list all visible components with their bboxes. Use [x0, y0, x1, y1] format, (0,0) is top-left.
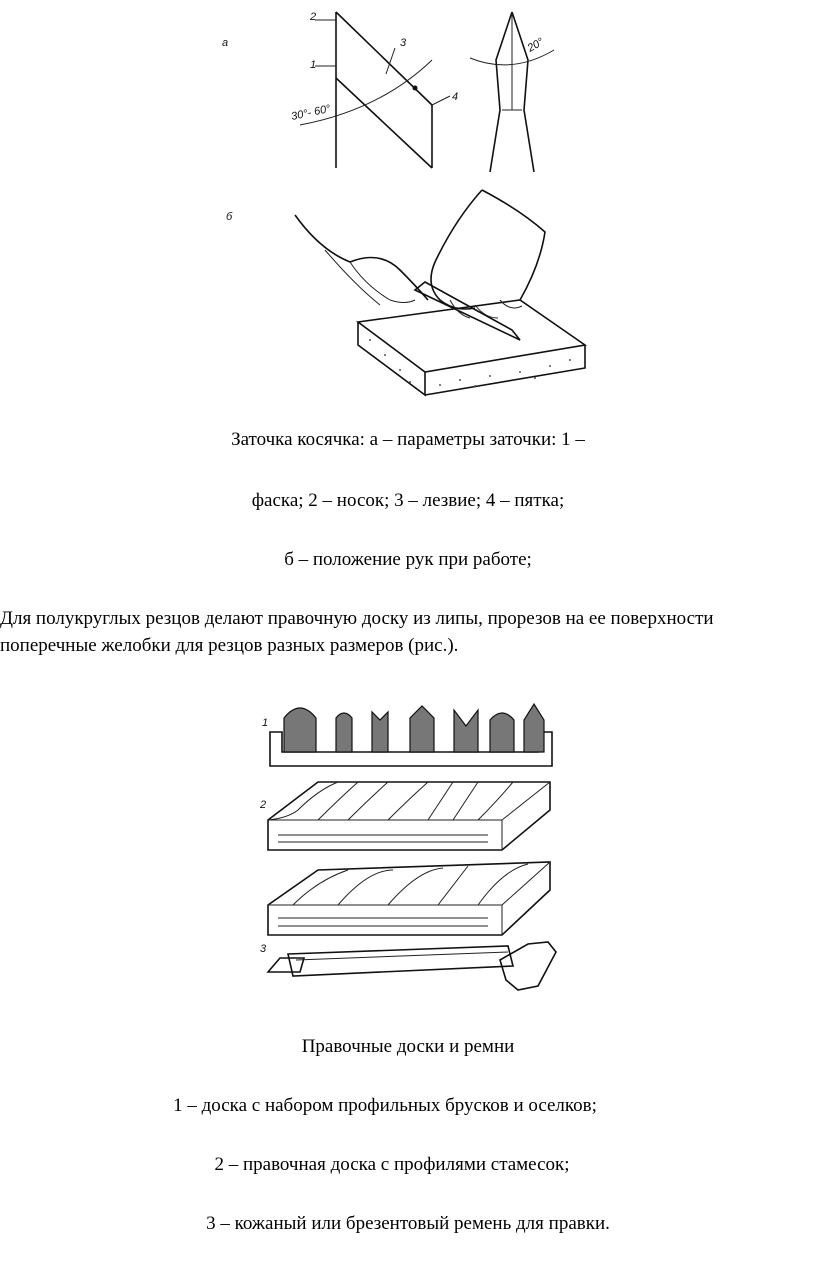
label-n2: 2: [310, 11, 317, 23]
figure2-caption-item1: 1 – доска с набором профильных брусков и оселков;: [173, 1095, 597, 1116]
honing-strap: [268, 942, 556, 990]
profile-board-upper: [268, 782, 550, 850]
label-fig2-n1: 1: [262, 717, 269, 729]
figure1-caption-line3: б – положение рук при работе;: [284, 549, 532, 570]
chisel-front-view: [470, 12, 554, 172]
body-paragraph-line2: поперечные желобки для резцов разных размеров (рис.).: [0, 635, 459, 656]
body-paragraph-line1: Для полукруглых резцов делают правочную доску из липы, прорезов на ее поверхности: [0, 608, 714, 629]
profile-blocks-board: [270, 704, 552, 766]
figure-honing-boards: [238, 690, 568, 1000]
figure2-caption-item3: 3 – кожаный или брезентовый ремень для правки.: [206, 1213, 610, 1234]
label-n1: 1: [310, 59, 317, 71]
figure2-caption-item2: 2 – правочная доска с профилями стамесок;: [214, 1154, 570, 1175]
label-angle-small: 20°: [525, 35, 546, 55]
profile-board-lower: [268, 862, 550, 935]
figure-sharpening-diagram: [200, 0, 620, 400]
label-n4: 4: [452, 91, 459, 103]
label-part-b: б: [226, 211, 233, 223]
label-angle-range: 30°- 60°: [290, 102, 332, 123]
label-n3: 3: [400, 37, 407, 49]
figure1-caption-line1: Заточка косячка: а – параметры заточки: 1 –: [231, 429, 585, 450]
figure2-caption-title: Правочные доски и ремни: [301, 1036, 515, 1057]
figure1-caption-line2: фаска; 2 – носок; 3 – лезвие; 4 – пятка;: [251, 490, 565, 511]
label-part-a: а: [222, 37, 229, 49]
chisel-side-view: [290, 11, 458, 168]
label-fig2-n2: 2: [260, 799, 267, 811]
label-fig2-n3: 3: [260, 943, 267, 955]
hands-sharpening-illustration: [295, 190, 585, 395]
